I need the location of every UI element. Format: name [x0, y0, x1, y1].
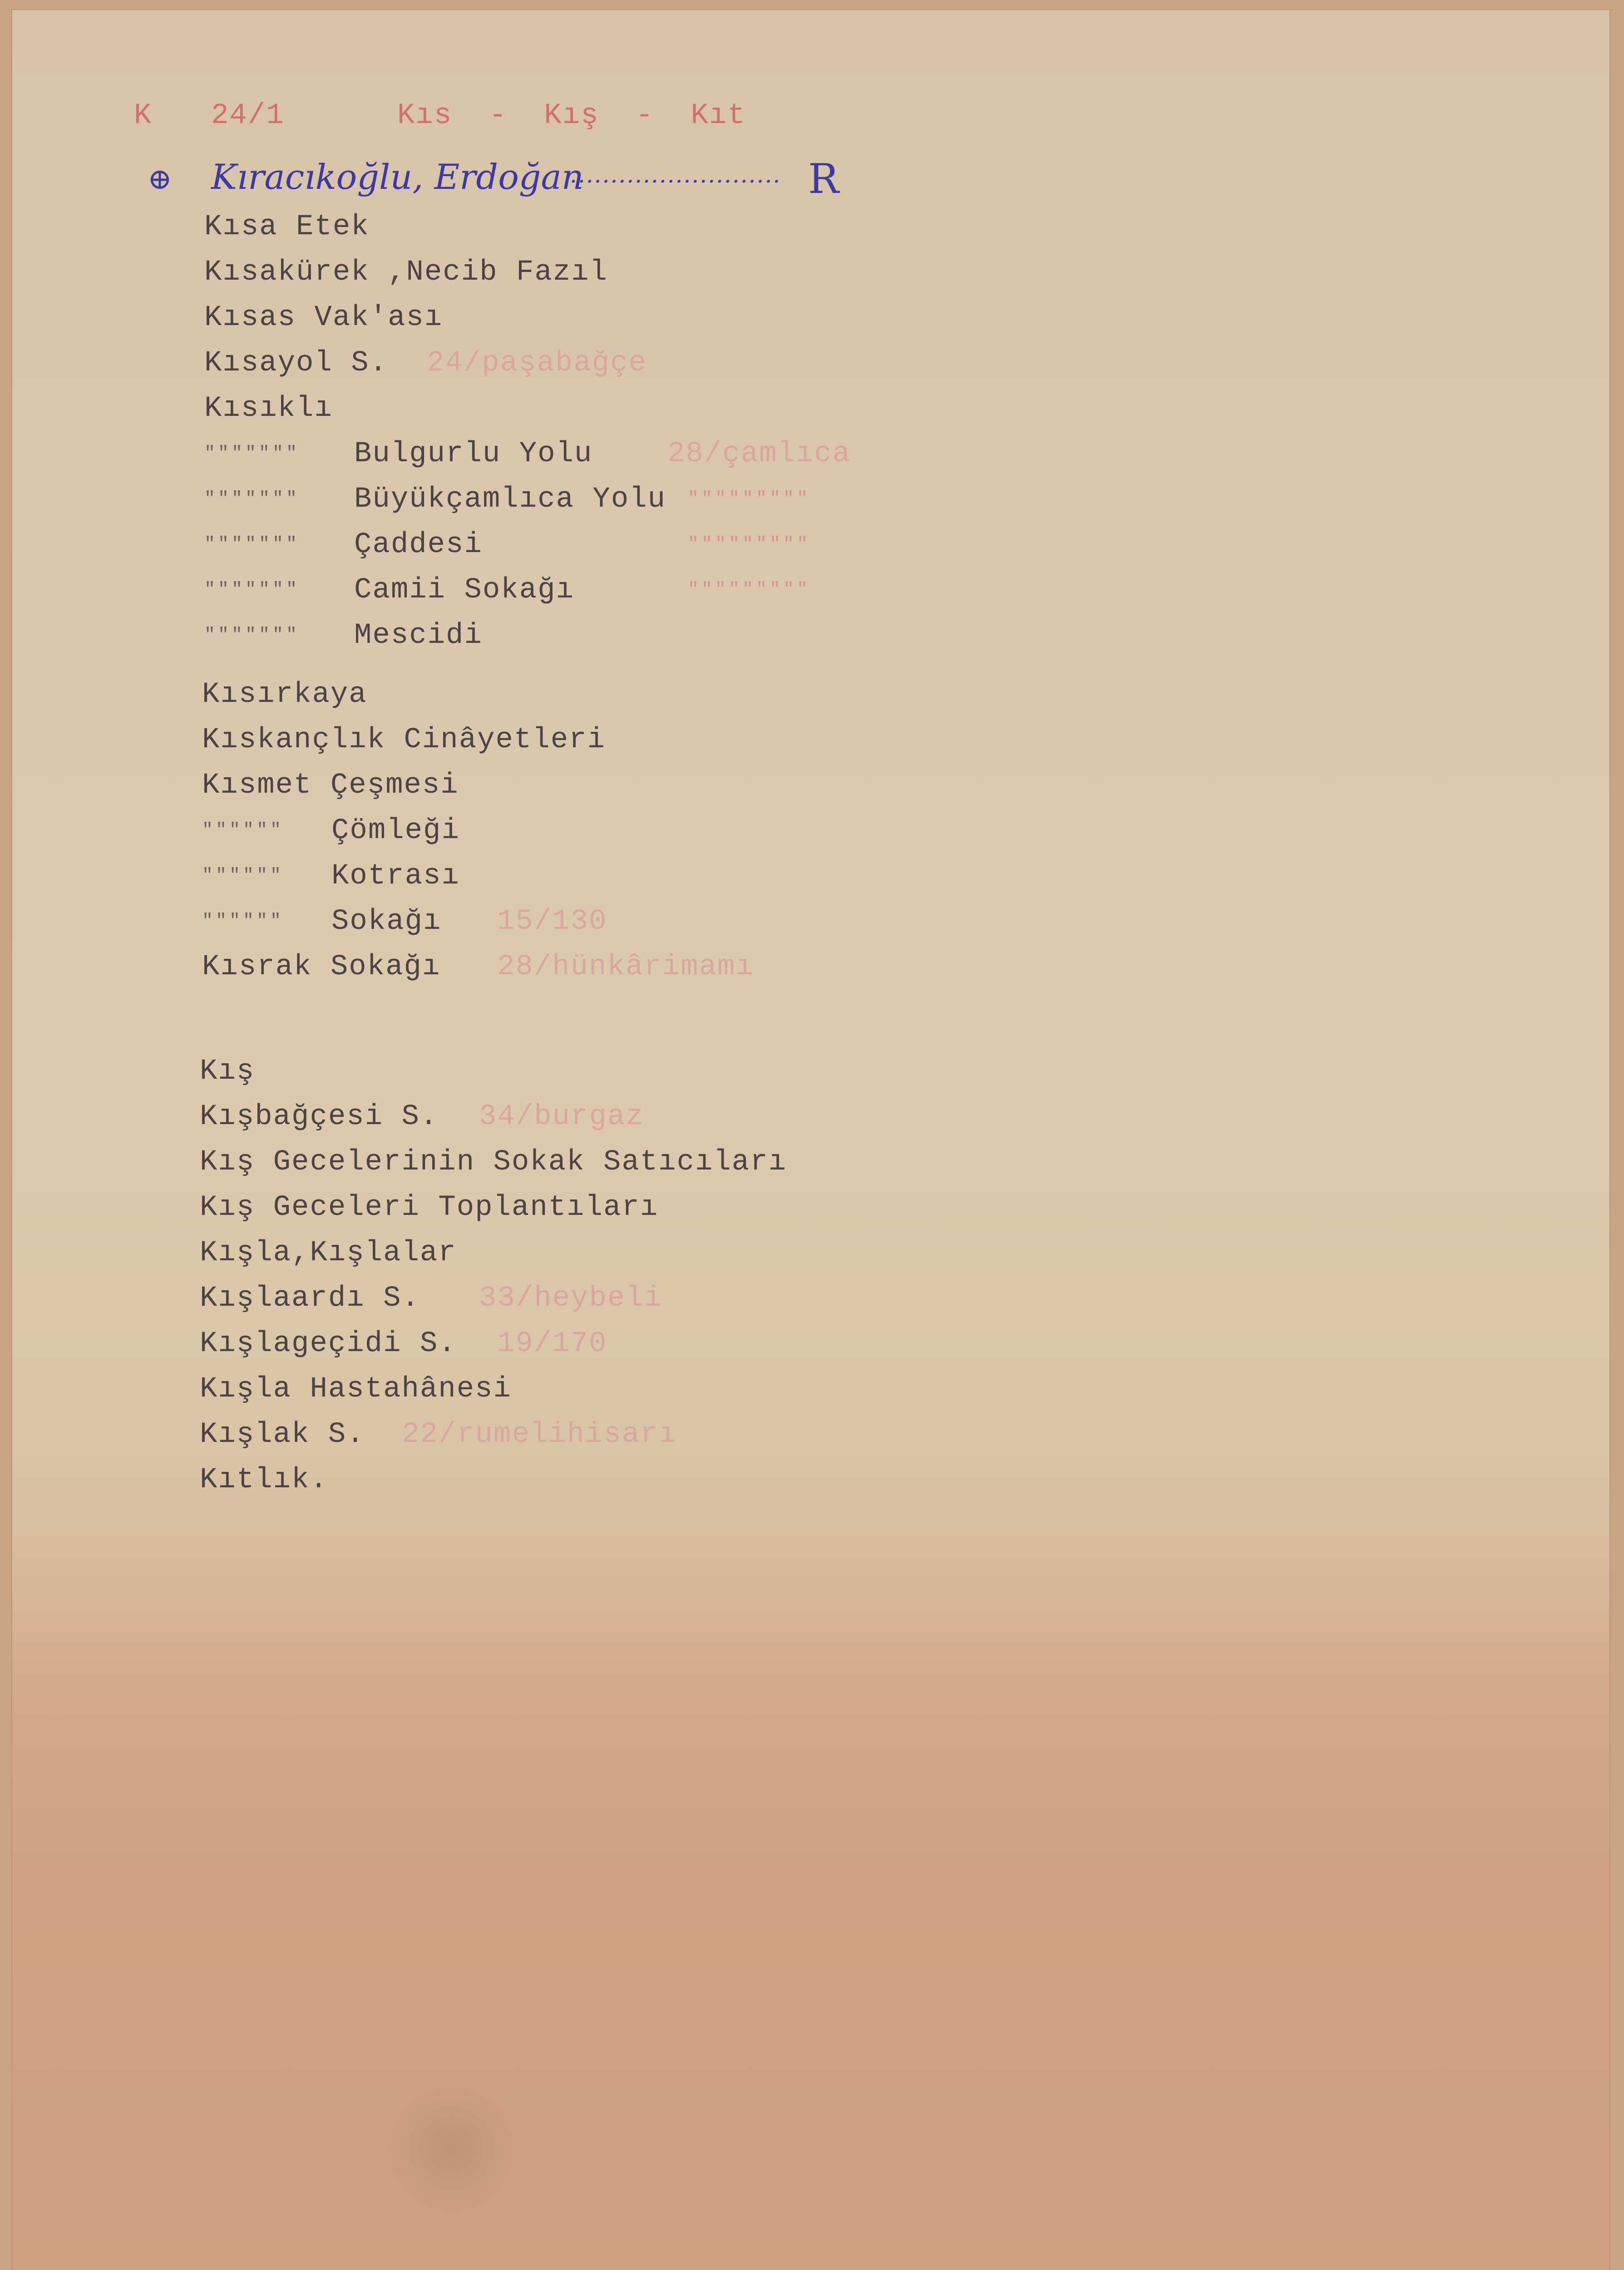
ditto-marks-ref: """"""""": [688, 534, 811, 555]
handwritten-name: Kıracıkoğlu, Erdoğan: [211, 157, 584, 197]
entry: Kışlageçidi S.: [200, 1327, 457, 1360]
ditto-marks: """""": [202, 820, 284, 841]
entry: Kış: [200, 1055, 255, 1088]
entry-ref: 33/heybeli: [479, 1282, 663, 1315]
entry: Kısakürek ,Necib Fazıl: [204, 256, 608, 289]
entry-ref: 28/çamlıca: [667, 438, 851, 470]
ditto-marks-ref: """"""""": [688, 489, 811, 509]
ditto-marks-ref: """"""""": [688, 580, 811, 600]
entry: Kış Geceleri Toplantıları: [200, 1191, 659, 1224]
entry-ref: 24/paşabağçe: [427, 347, 647, 380]
entry: Kışlaardı S.: [200, 1282, 420, 1315]
entry: Çaddesi: [354, 528, 483, 561]
entry: Çömleği: [331, 814, 460, 847]
entry: Kısayol S.: [204, 347, 388, 380]
header-range: Kıs - Kış - Kıt: [397, 99, 746, 132]
entry: Mescidi: [354, 619, 483, 652]
ditto-marks: """"""": [204, 625, 300, 646]
ditto-marks: """""": [202, 911, 284, 932]
ditto-marks: """"""": [204, 444, 300, 464]
paper-stain: [384, 2079, 520, 2216]
entry: Kış Gecelerinin Sokak Satıcıları: [200, 1146, 787, 1179]
entry: Sokağı: [331, 905, 442, 938]
entry: Kısrak Sokağı: [202, 951, 441, 983]
entry: Kıtlık.: [200, 1464, 328, 1496]
entry: Bulgurlu Yolu: [354, 438, 593, 470]
header-letter: K: [134, 99, 153, 132]
entry-ref: 34/burgaz: [479, 1100, 644, 1133]
ditto-marks: """""": [202, 866, 284, 886]
entry-ref: 15/130: [497, 905, 607, 938]
entry: Kışlak S.: [200, 1418, 365, 1451]
entry: Camii Sokağı: [354, 574, 574, 607]
entry: Kıskançlık Cinâyetleri: [202, 724, 606, 756]
entry: Kısmet Çeşmesi: [202, 769, 459, 802]
entry: Kışbağçesi S.: [200, 1100, 439, 1133]
entry-ref: 19/170: [497, 1327, 607, 1360]
header-code: 24/1: [211, 99, 285, 132]
handwritten-bullet: ⊕: [148, 163, 172, 196]
entry: Kotrası: [331, 860, 460, 893]
entry: Büyükçamlıca Yolu: [354, 483, 666, 516]
handwritten-mark: R: [808, 155, 839, 203]
entry: Kışla,Kışlalar: [200, 1237, 457, 1269]
entry: Kışla Hastahânesi: [200, 1373, 512, 1406]
ditto-marks: """"""": [204, 580, 300, 600]
handwritten-dashes: ..........................: [570, 162, 781, 188]
entry: Kısıklı: [204, 392, 333, 425]
entry-ref: 22/rumelihisarı: [402, 1418, 677, 1451]
entry-ref: 28/hünkârimamı: [497, 951, 754, 983]
entry: Kısa Etek: [204, 211, 370, 243]
entry: Kısas Vak'ası: [204, 301, 443, 334]
ditto-marks: """"""": [204, 489, 300, 509]
index-card-sheet: [11, 9, 1610, 2270]
entry: Kısırkaya: [202, 678, 367, 711]
ditto-marks: """"""": [204, 534, 300, 555]
